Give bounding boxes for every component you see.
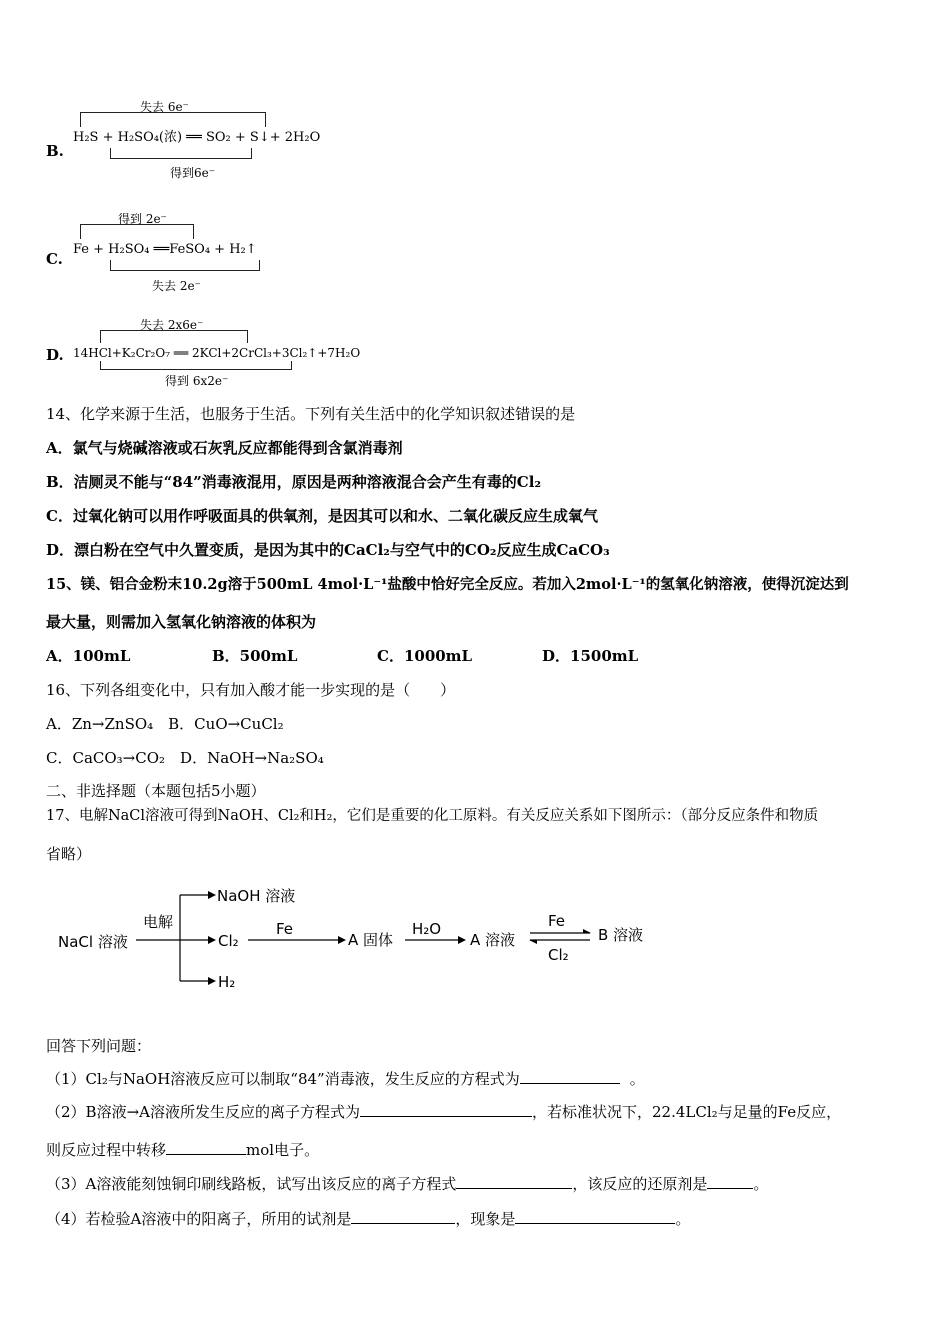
option-c-top-note: 得到 2e⁻ — [118, 212, 167, 226]
label-fe-1: Fe — [276, 920, 294, 938]
q17-stem-line2: 省略） — [46, 845, 92, 863]
q17-part1 — [46, 1069, 645, 1089]
node-h2: H₂ — [218, 973, 236, 991]
option-b-top-bracket — [80, 112, 266, 127]
option-c-top-bracket — [80, 224, 194, 239]
q17-part2-blank2[interactable] — [166, 1140, 246, 1155]
q14-option-b: B．洁厕灵不能与“84”消毒液混用，原因是两种溶液混合会产生有毒的Cl₂ — [46, 473, 542, 491]
q17-part3-text-b: ，该反应的还原剂是 — [572, 1175, 708, 1193]
q15-option-b: B．500mL — [212, 647, 298, 665]
q17-part3-text-c: 。 — [753, 1175, 769, 1193]
option-b-bottom-note: 得到6e⁻ — [170, 166, 216, 180]
option-d-bottom-note: 得到 6x2e⁻ — [165, 374, 229, 388]
q17-stem-line1: 17、电解NaCl溶液可得到NaOH、Cl₂和H₂，它们是重要的化工原料。有关反应关系如下图所示：（部分反应条件和物质 — [46, 808, 819, 824]
option-d-label: D. — [46, 346, 64, 364]
q17-part1-text: （1）Cl₂与NaOH溶液反应可以制取“84”消毒液，发生反应的方程式为 — [46, 1070, 520, 1088]
q16-options-ab: A．Zn→ZnSO₄ B．CuO→CuCl₂ — [46, 715, 284, 733]
arrowhead-forward — [583, 929, 591, 933]
option-b-bottom-bracket — [110, 148, 252, 159]
arrowhead-backward — [529, 940, 537, 944]
q15-option-d: D．1500mL — [542, 647, 639, 665]
section-heading: 二、非选择题（本题包括5小题） — [46, 782, 266, 800]
q15-option-c: C．1000mL — [377, 647, 473, 665]
q14-stem: 14、化学来源于生活，也服务于生活。下列有关生活中的化学知识叙述错误的是 — [46, 405, 576, 423]
arrowhead-naoh — [208, 891, 216, 899]
q17-part2-text-b: ，若标准状况下，22.4LCl₂与足量的Fe反应， — [531, 1103, 842, 1121]
q17-part2-text-a: （2）B溶液→A溶液所发生反应的离子方程式为 — [46, 1103, 360, 1121]
option-c-label: C. — [46, 250, 63, 268]
label-electrolysis: 电解 — [143, 913, 174, 931]
q17-part3 — [46, 1174, 768, 1194]
q17-part4-text-a: （4）若检验A溶液中的阳离子，所用的试剂是 — [46, 1210, 352, 1228]
q15-option-a: A．100mL — [46, 647, 131, 665]
option-c-bottom-note: 失去 2e⁻ — [152, 279, 201, 293]
option-c-bottom-bracket — [110, 260, 260, 271]
q14-option-c: C．过氧化钠可以用作呼吸面具的供氧剂，是因其可以和水、二氧化碳反应生成氧气 — [46, 507, 598, 525]
option-d-equation: 14HCl+K₂Cr₂O₇ ══ 2KCl+2CrCl₃+3Cl₂↑+7H₂O — [73, 346, 361, 360]
node-naoh: NaOH 溶液 — [217, 887, 296, 905]
q15-stem-line2: 最大量，则需加入氢氧化钠溶液的体积为 — [46, 613, 317, 631]
label-fe-2: Fe — [548, 912, 566, 930]
q15-stem-line1: 15、镁、铝合金粉末10.2g溶于500mL 4mol·L⁻¹盐酸中恰好完全反应。若加入2mol·L⁻¹的氢氧化钠溶液，使得沉淀达到 — [46, 576, 849, 593]
label-cl2-2: Cl₂ — [548, 946, 569, 964]
arrowhead-h2o — [458, 936, 466, 944]
option-b-equation: H₂S + H₂SO₄(浓) ══ SO₂ + S↓+ 2H₂O — [73, 130, 321, 145]
q17-part3-text-a: （3）A溶液能刻蚀铜印刷线路板，试写出该反应的离子方程式 — [46, 1175, 457, 1193]
option-d-top-bracket — [100, 330, 248, 343]
q17-part4 — [46, 1209, 690, 1229]
q17-part4-blank1[interactable] — [351, 1209, 455, 1224]
arrowhead-cl2 — [208, 936, 216, 944]
q14-option-a: A．氯气与烧碱溶液或石灰乳反应都能得到含氯消毒剂 — [46, 439, 403, 457]
q17-part2-blank1[interactable] — [360, 1102, 532, 1117]
q17-part3-blank2[interactable] — [707, 1174, 753, 1189]
node-a-solid: A 固体 — [348, 931, 394, 949]
q17-part2 — [46, 1102, 841, 1122]
q16-options-cd: C．CaCO₃→CO₂ D．NaOH→Na₂SO₄ — [46, 749, 324, 767]
q17-part4-blank2[interactable] — [515, 1209, 675, 1224]
q17-part4-text-c: 。 — [675, 1210, 691, 1228]
q17-part4-text-b: ，现象是 — [455, 1210, 516, 1228]
q16-stem: 16、下列各组变化中，只有加入酸才能一步实现的是（ ） — [46, 681, 456, 699]
q14-option-d: D．漂白粉在空气中久置变质，是因为其中的CaCl₂与空气中的CO₂反应生成CaCO₃ — [46, 541, 610, 559]
option-d-top-note: 失去 2x6e⁻ — [140, 318, 204, 332]
answer-intro: 回答下列问题： — [46, 1037, 152, 1055]
node-cl2: Cl₂ — [218, 932, 239, 950]
q17-part2-text-c: 则反应过程中转移 — [46, 1141, 167, 1159]
q17-part2-line2 — [46, 1140, 319, 1160]
option-d-bottom-bracket — [100, 361, 292, 370]
q17-flow-diagram — [0, 874, 950, 994]
q17-part3-blank1[interactable] — [456, 1174, 572, 1189]
option-b-label: B. — [46, 142, 64, 160]
option-c-equation: Fe + H₂SO₄ ══FeSO₄ + H₂↑ — [73, 242, 257, 257]
node-b-solution: B 溶液 — [598, 926, 644, 944]
arrowhead-fe — [338, 936, 346, 944]
arrowhead-h2 — [208, 977, 216, 985]
option-b-top-note: 失去 6e⁻ — [140, 100, 189, 114]
label-h2o: H₂O — [412, 920, 442, 938]
node-a-solution: A 溶液 — [470, 931, 516, 949]
q17-part1-end: 。 — [629, 1070, 645, 1088]
q17-part2-text-d: mol电子。 — [246, 1141, 320, 1159]
node-nacl: NaCl 溶液 — [58, 933, 128, 951]
q17-part1-blank[interactable] — [520, 1069, 620, 1084]
